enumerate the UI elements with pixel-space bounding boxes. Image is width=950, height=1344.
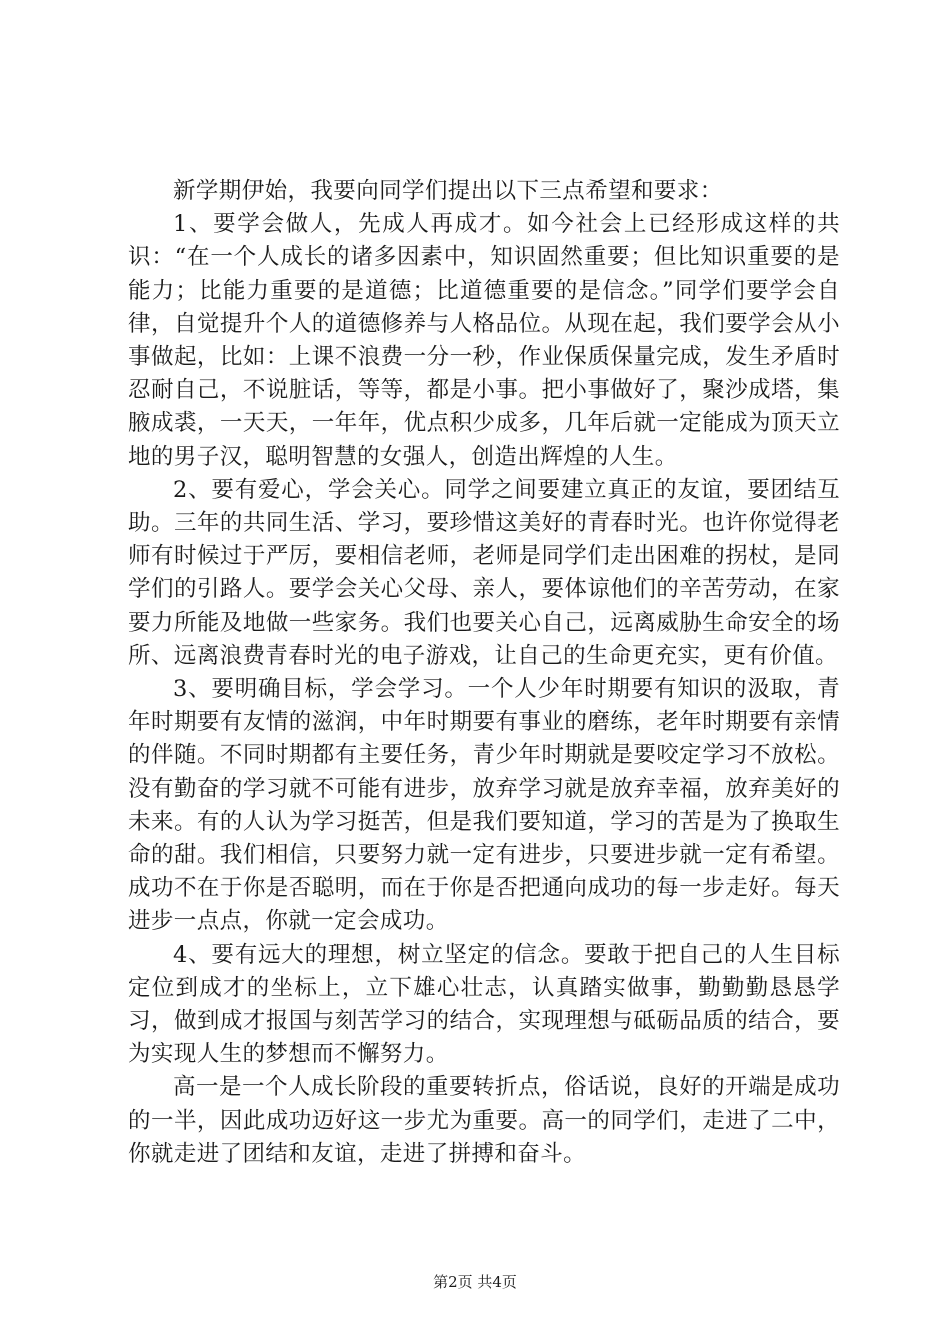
paragraph-point-1: 1、要学会做人，先成人再成才。如今社会上已经形成这样的共识：“在一个人成长的诸多因素中，知识固然重要；但比知识重要的是能力；比能力重要的是道德；比道德重要的是信念。”同学们要学会自律，自觉提升个人的道德修养与人格品位。从现在起，我们要学会从小事做起，比如：上课不浪费一分一秒，作业保质保量完成，发生矛盾时忍耐自己，不说脏话，等等，都是小事。把小事做好了，聚沙成塔，集腋成裘，一天天，一年年，优点积少成多，几年后就一定能成为顶天立地的男子汉，聪明智慧的女强人，创造出辉煌的人生。 <box>128 211 840 470</box>
page-number-footer: 第2页 共4页 <box>433 1273 517 1291</box>
document-body <box>128 175 840 1171</box>
paragraph-closing: 高一是一个人成长阶段的重要转折点，俗话说，良好的开端是成功的一半，因此成功迈好这一步尤为重要。高一的同学们，走进了二中，你就走进了团结和友谊，走进了拼搏和奋斗。 <box>128 1074 840 1167</box>
paragraph-intro: 新学期伊始，我要向同学们提出以下三点希望和要求： <box>173 178 723 204</box>
paragraph-point-2: 2、要有爱心，学会关心。同学之间要建立真正的友谊，要团结互助。三年的共同生活、学习，要珍惜这美好的青春时光。也许你觉得老师有时候过于严厉，要相信老师，老师是同学们走出困难的拐杖，是同学们的引路人。要学会关心父母、亲人，要体谅他们的辛苦劳动，在家要力所能及地做一些家务。我们也要关心自己，远离威胁生命安全的场所、远离浪费青春时光的电子游戏，让自己的生命更充实，更有价值。 <box>128 476 840 669</box>
paragraph-point-3: 3、要明确目标，学会学习。一个人少年时期要有知识的汲取，青年时期要有友情的滋润，中年时期要有事业的磨练，老年时期要有亲情的伴随。不同时期都有主要任务，青少年时期就是要咬定学习不放松。没有勤奋的学习就不可能有进步，放弃学习就是放弃幸福，放弃美好的未来。有的人认为学习挺苦，但是我们要知道，学习的苦是为了换取生命的甜。我们相信，只要努力就一定有进步，只要进步就一定有希望。成功不在于你是否聪明，而在于你是否把通向成功的每一步走好。每天进步一点点，你就一定会成功。 <box>128 676 840 935</box>
paragraph-point-4: 4、要有远大的理想，树立坚定的信念。要敢于把自己的人生目标定位到成才的坐标上，立下雄心壮志，认真踏实做事，勤勤勤恳恳学习，做到成才报国与刻苦学习的结合，实现理想与砥砺品质的结合，要为实现人生的梦想而不懈努力。 <box>128 941 840 1068</box>
